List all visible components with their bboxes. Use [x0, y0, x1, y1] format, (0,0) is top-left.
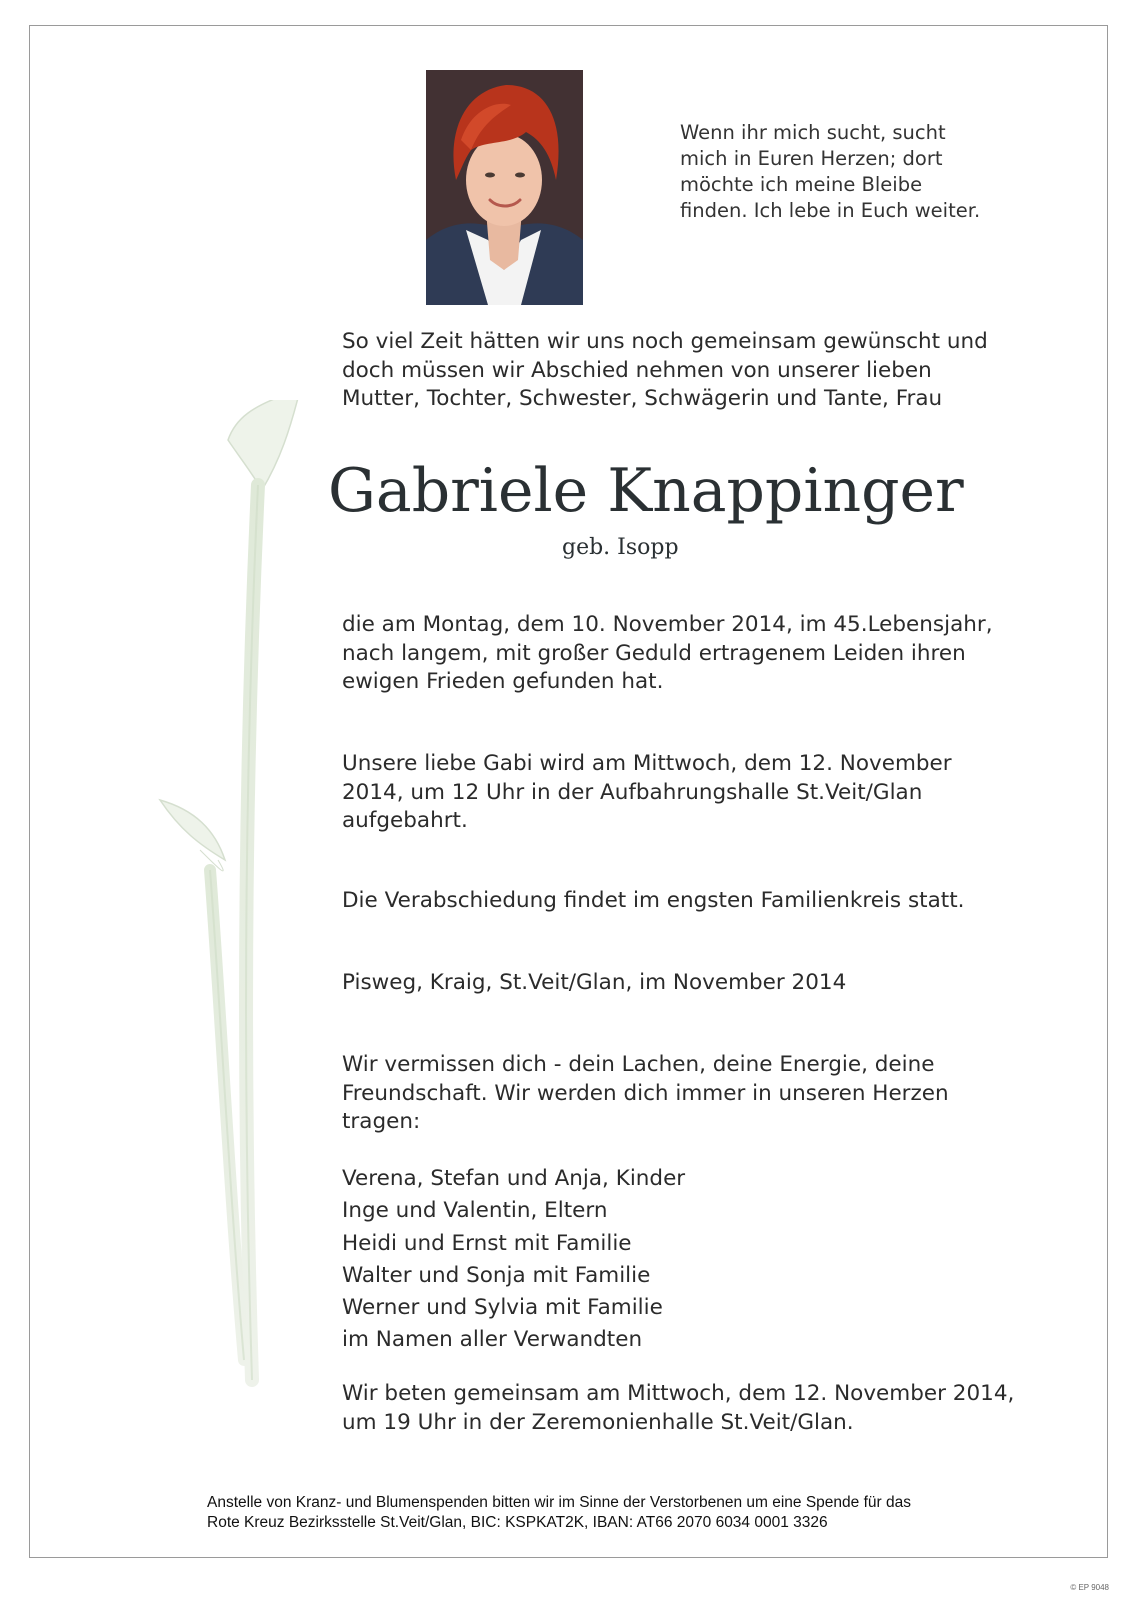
- mourner-item: Inge und Valentin, Eltern: [342, 1198, 608, 1224]
- donation-note: [207, 1493, 1007, 1533]
- mourner-item: Verena, Stefan und Anja, Kinder: [342, 1166, 686, 1191]
- death-notice-line: ewigen Frieden gefunden hat.: [342, 669, 664, 694]
- donation-line: Rote Kreuz Bezirksstelle St.Veit/Glan, BIC: KSPKAT2K, IBAN: AT66 2070 6034 0001 3326: [207, 1514, 828, 1531]
- farewell-paragraph: [342, 887, 1032, 916]
- prayer-line: Wir beten gemeinsam am Mittwoch, dem 12. November 2014,: [342, 1381, 1015, 1406]
- tribute-line: tragen:: [342, 1109, 421, 1134]
- place-date: [342, 969, 1032, 998]
- tribute-paragraph: [342, 1051, 1032, 1137]
- intro-paragraph: [342, 328, 1032, 414]
- maiden-name: geb. Isopp: [562, 535, 679, 560]
- mourner-item: Heidi und Ernst mit Familie: [342, 1230, 632, 1256]
- intro-line: So viel Zeit hätten wir uns noch gemeinsam gewünscht und: [342, 329, 988, 354]
- calla-lily-icon: [140, 400, 340, 1400]
- mourner-item: Werner und Sylvia mit Familie: [342, 1295, 663, 1321]
- death-notice-line: die am Montag, dem 10. November 2014, im 45.Lebensjahr,: [342, 612, 993, 637]
- death-notice-line: nach langem, mit großer Geduld ertragenem Leiden ihren: [342, 640, 966, 666]
- prayer-line: um 19 Uhr in der Zeremonienhalle St.Veit/Glan.: [342, 1409, 854, 1435]
- portrait-photo: [426, 70, 583, 305]
- place-date-line: Pisweg, Kraig, St.Veit/Glan, im November 2014: [342, 970, 847, 995]
- intro-line: doch müssen wir Abschied nehmen von unserer lieben: [342, 357, 932, 383]
- death-notice-paragraph: [342, 611, 1032, 697]
- quote-line: mich in Euren Herzen; dort: [680, 147, 943, 170]
- memorial-quote: [680, 120, 1020, 224]
- tribute-line: Wir vermissen dich - dein Lachen, deine Energie, deine: [342, 1052, 935, 1077]
- prayer-paragraph: [342, 1380, 1032, 1437]
- intro-line: Mutter, Tochter, Schwester, Schwägerin und Tante, Frau: [342, 386, 943, 411]
- tribute-line: Freundschaft. Wir werden dich immer in unseren Herzen: [342, 1080, 949, 1106]
- lying-in-state-line: aufgebahrt.: [342, 808, 468, 833]
- lying-in-state-line: Unsere liebe Gabi wird am Mittwoch, dem 12. November: [342, 751, 952, 776]
- lying-in-state-paragraph: [342, 750, 1032, 836]
- donation-line: Anstelle von Kranz- und Blumenspenden bitten wir im Sinne der Verstorbenen um eine Spende für das: [207, 1494, 911, 1511]
- lying-in-state-line: 2014, um 12 Uhr in der Aufbahrungshalle St.Veit/Glan: [342, 779, 923, 805]
- quote-line: finden. Ich lebe in Euch weiter.: [680, 199, 981, 222]
- deceased-name: Gabriele Knappinger: [328, 456, 964, 526]
- quote-line: möchte ich meine Bleibe: [680, 173, 923, 196]
- farewell-line: Die Verabschiedung findet im engsten Familienkreis statt.: [342, 888, 965, 913]
- quote-line: Wenn ihr mich sucht, sucht: [680, 121, 946, 144]
- print-code: © EP 9048: [1070, 1583, 1109, 1592]
- mourners-list: [342, 1163, 1032, 1357]
- mourner-item: im Namen aller Verwandten: [342, 1327, 643, 1353]
- mourner-item: Walter und Sonja mit Familie: [342, 1262, 651, 1288]
